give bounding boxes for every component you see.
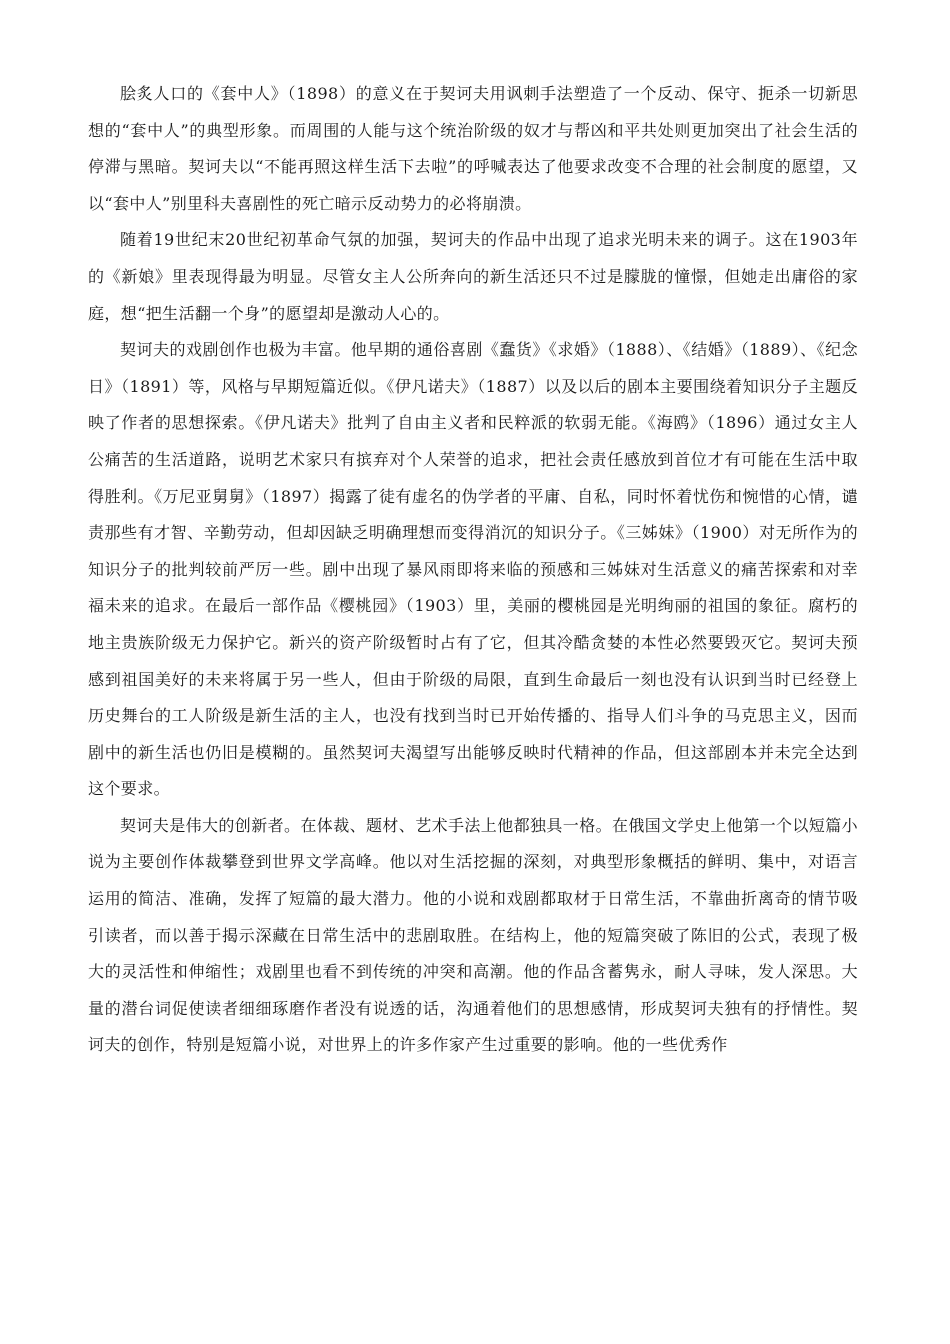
paragraph-innovation: 契诃夫是伟大的创新者。在体裁、题材、艺术手法上他都独具一格。在俄国文学史上他第一个以短篇小说为主要创作体裁攀登到世界文学高峰。他以对生活挖掘的深刻，对典型形象概括的鲜明、集中，对语言运用的简洁、准确，发挥了短篇的最大潜力。他的小说和戏剧都取材于日常生活，不靠曲折离奇的情节吸引读者，而以善于揭示深藏在日常生活中的悲剧取胜。在结构上，他的短篇突破了陈旧的公式，表现了极大的灵活性和伸缩性；戏剧里也看不到传统的冲突和高潮。他的作品含蓄隽永，耐人寻味，发人深思。大量的潜台词促使读者细细琢磨作者没有说透的话，沟通着他们的思想感情，形成契诃夫独有的抒情性。契诃夫的创作，特别是短篇小说，对世界上的许多作家产生过重要的影响。他的一些优秀作 bbox=[88, 815, 859, 1055]
paragraph-taozhongren: 脍炙人口的《套中人》（1898）的意义在于契诃夫用讽刺手法塑造了一个反动、保守、扼杀一切新思想的“套中人”的典型形象。而周围的人能与这个统治阶级的奴才与帮凶和平共处则更加突出了社会生活的停滞与黑暗。契诃夫以“不能再照这样生活下去啦”的呼喊表达了他要求改变不合理的社会制度的愿望，又以“套中人”别里科夫喜剧性的死亡暗示反动势力的必将崩溃。 bbox=[88, 84, 858, 213]
document-body bbox=[88, 76, 858, 1064]
paragraph-xinniang: 随着19世纪末20世纪初革命气氛的加强，契诃夫的作品中出现了追求光明未来的调子。这在1903年的《新娘》里表现得最为明显。尽管女主人公所奔向的新生活还只不过是朦胧的憧憬，但她走出庸俗的家庭，想“把生活翻一个身”的愿望却是激动人心的。 bbox=[88, 230, 858, 323]
paragraph-drama: 契诃夫的戏剧创作也极为丰富。他早期的通俗喜剧《蠢货》《求婚》（1888）、《结婚》（1889）、《纪念日》（1891）等，风格与早期短篇近似。《伊凡诺夫》（1887）以及以后的剧本主要围绕着知识分子主题反映了作者的思想探索。《伊凡诺夫》批判了自由主义者和民粹派的软弱无能。《海鸥》（1896）通过女主人公痛苦的生活道路，说明艺术家只有摈弃对个人荣誉的追求，把社会责任感放到首位才有可能在生活中取得胜利。《万尼亚舅舅》（1897）揭露了徒有虚名的伪学者的平庸、自私，同时怀着忧伤和惋惜的心情，谴责那些有才智、辛勤劳动，但却因缺乏明确理想而变得消沉的知识分子。《三姊妹》（1900）对无所作为的知识分子的批判较前严厉一些。剧中出现了暴风雨即将来临的预感和三姊妹对生活意义的痛苦探索和对幸福未来的追求。在最后一部作品《樱桃园》（1903）里，美丽的樱桃园是光明绚丽的祖国的象征。腐朽的地主贵族阶级无力保护它。新兴的资产阶级暂时占有了它，但其冷酷贪婪的本性必然要毁灭它。契诃夫预感到祖国美好的未来将属于另一些人，但由于阶级的局限，直到生命最后一刻也没有认识到当时已经登上历史舞台的工人阶级是新生活的主人，也没有找到当时已开始传播的、指导人们斗争的马克思主义，因而剧中的新生活也仍旧是模糊的。虽然契诃夫渴望写出能够反映时代精神的作品，但这部剧本并未完全达到这个要求。 bbox=[88, 340, 858, 799]
